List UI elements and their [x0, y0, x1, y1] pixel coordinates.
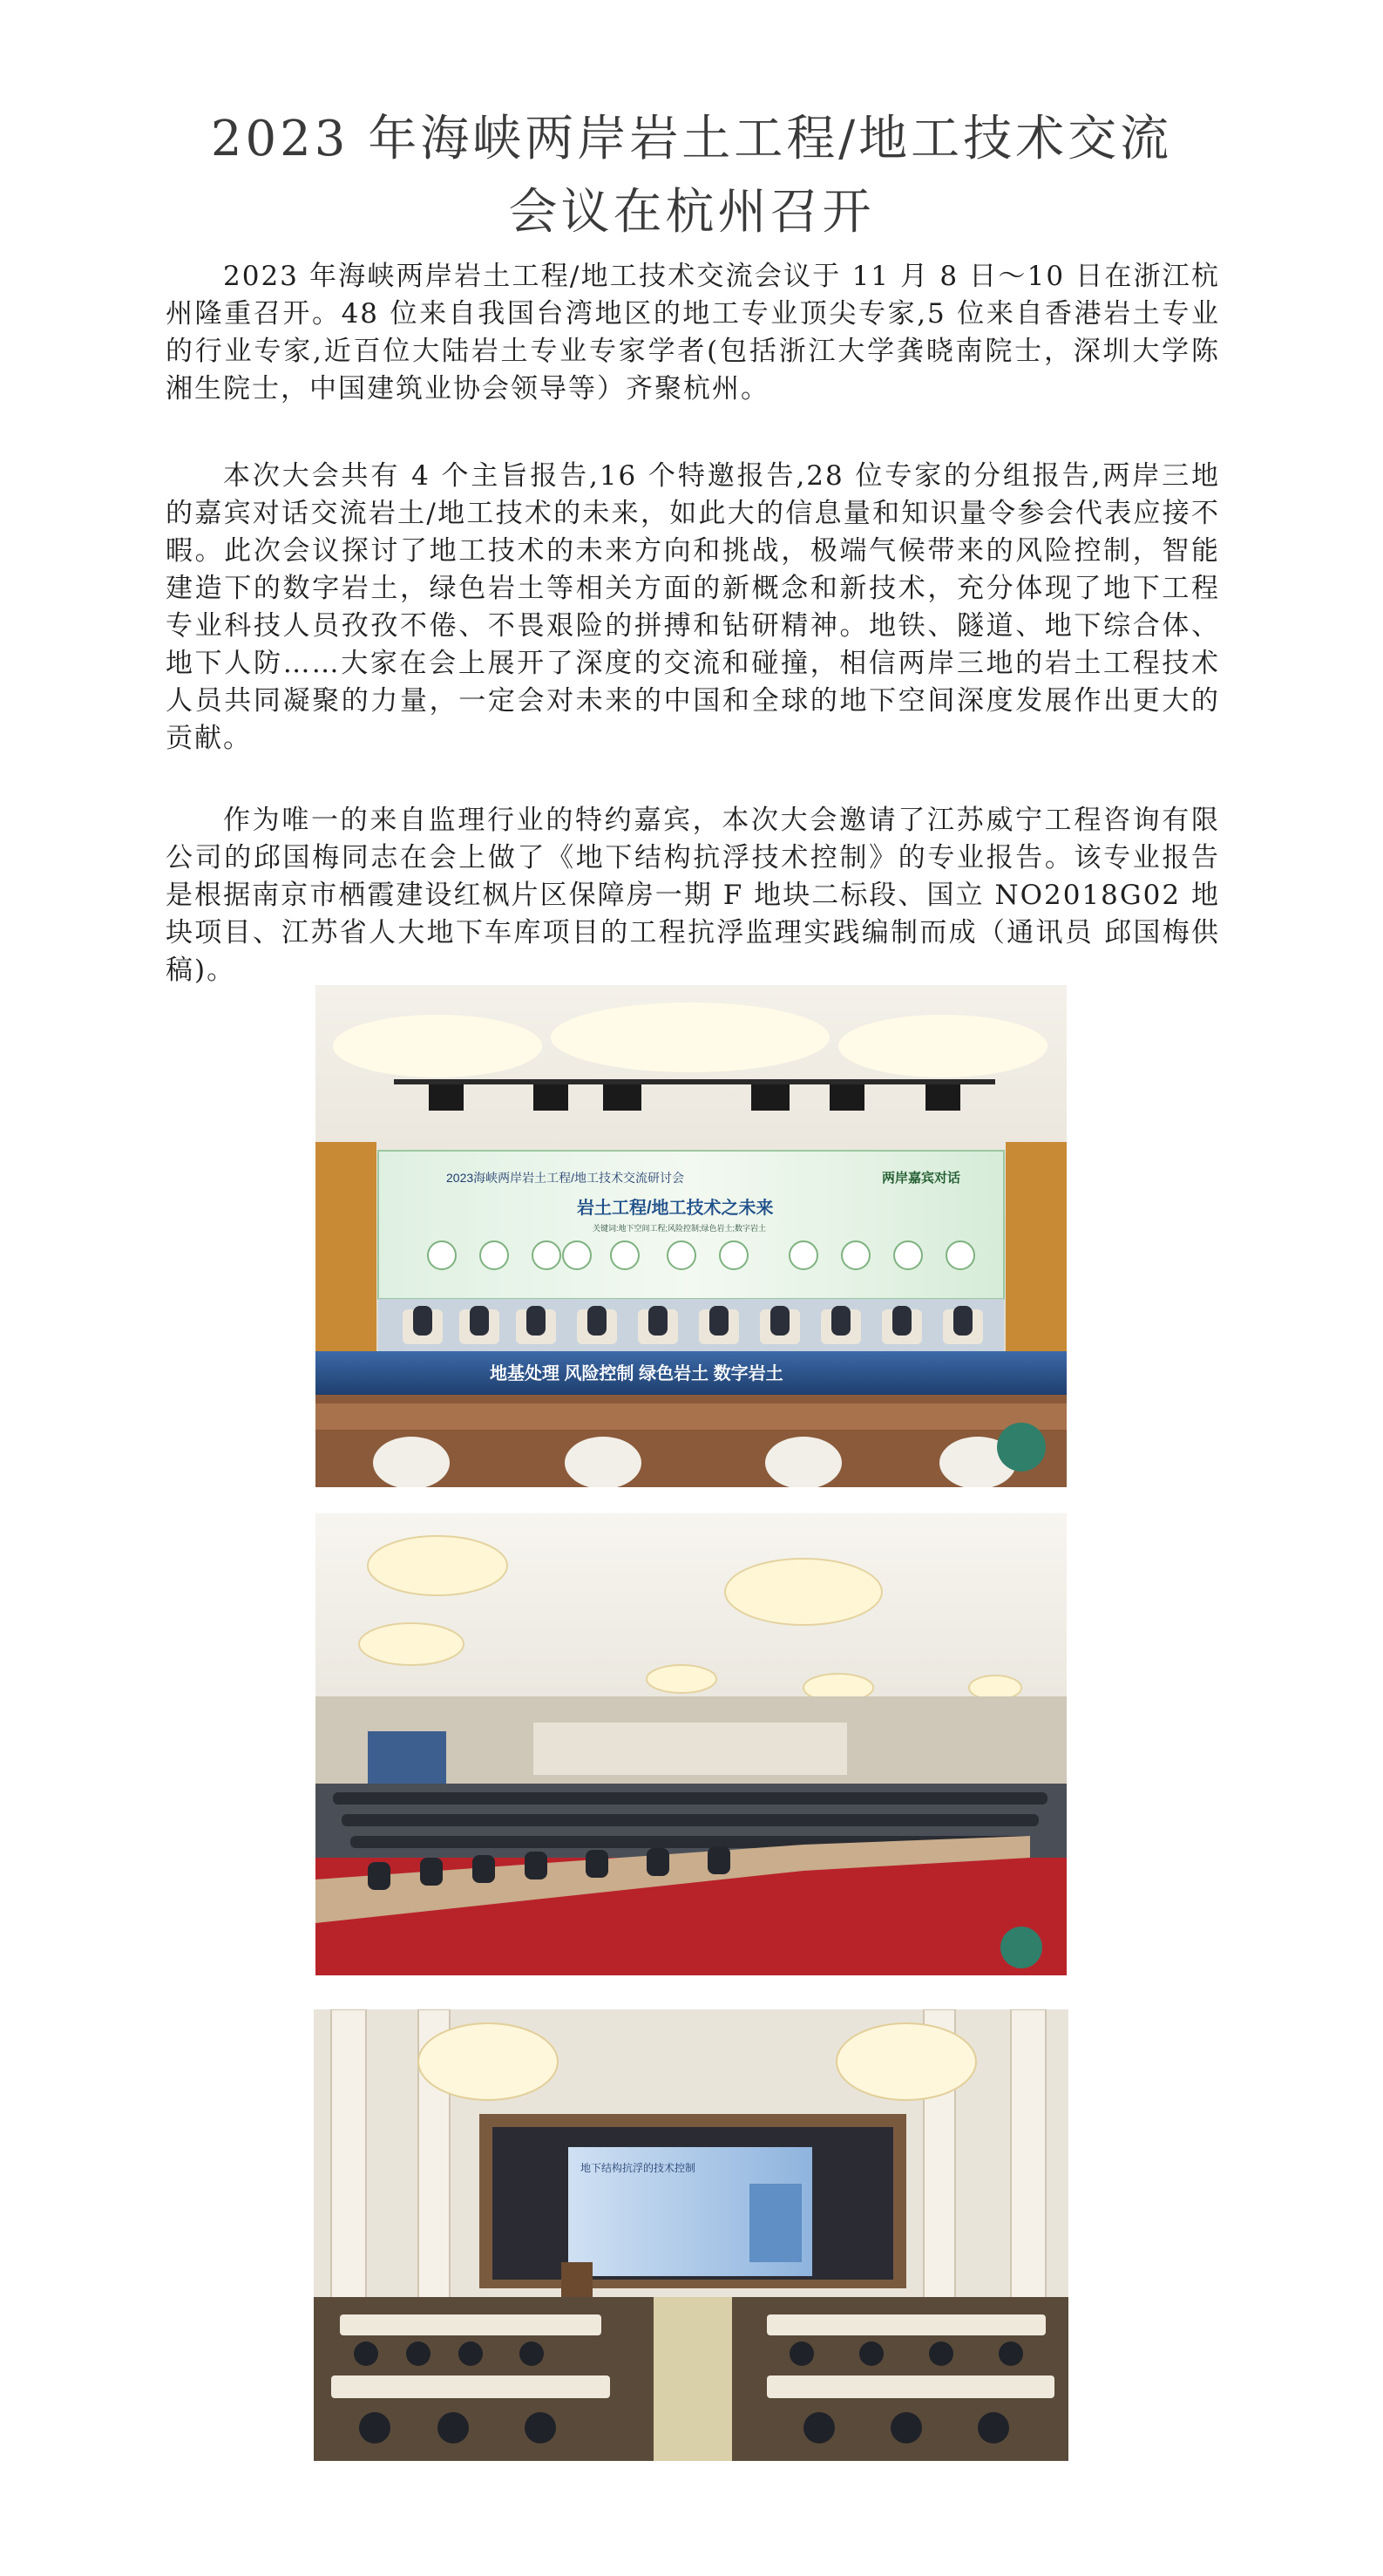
photo-stage-dialogue — [315, 985, 1067, 1487]
article-title — [131, 103, 1252, 249]
photo-conference-hall — [315, 1513, 1067, 1975]
photo-speaker-presentation — [314, 2009, 1068, 2461]
paragraph-intro: 2023 年海峡两岸岩土工程/地工技术交流会议于 11 月 8 日～10 日在浙江杭州隆重召开。48 位来自我国台湾地区的地工专业顶尖专家,5 位来自香港岩土专业的行业专家,近百位大陆岩土专业专家学者(包括浙江大学龚晓南院士，深圳大学陈湘生院士，中国建筑业协会领导等）齐聚杭州。 — [166, 261, 1220, 404]
title-line-1: 2023 年海峡两岸岩土工程/地工技术交流 — [210, 111, 1173, 167]
screen-title-text: 2023海峡两岸岩土工程/地工技术交流研讨会 — [446, 1171, 685, 1185]
photo-conference-hall-image — [315, 1513, 1067, 1975]
slide-title-text: 地下结构抗浮的技术控制 — [580, 2162, 696, 2174]
paragraph-agenda: 本次大会共有 4 个主旨报告,16 个特邀报告,28 位专家的分组报告,两岸三地的嘉宾对话交流岩土/地工技术的未来，如此大的信息量和知识量令参会代表应接不暇。此次会议探讨了地工技术的未来方向和挑战，极端气候带来的风险控制，智能建造下的数字岩土，绿色岩土等相关方面的新概念和新技术，充分体现了地下工程专业科技人员孜孜不倦、不畏艰险的拼搏和钻研精神。地铁、隧道、地下综合体、地下人防……大家在会上展开了深度的交流和碰撞，相信两岸三地的岩土工程技术人员共同凝聚的力量，一定会对未来的中国和全球的地下空间深度发展作出更大的贡献。 — [166, 460, 1220, 754]
photo-speaker-presentation-image — [314, 2009, 1068, 2461]
screen-tag-text: 两岸嘉宾对话 — [882, 1171, 961, 1186]
stage-front-text: 地基处理 风险控制 绿色岩土 数字岩土 — [490, 1364, 783, 1383]
paragraph-report: 作为唯一的来自监理行业的特约嘉宾，本次大会邀请了江苏威宁工程咨询有限公司的邱国梅同志在会上做了《地下结构抗浮技术控制》的专业报告。该专业报告是根据南京市栖霞建设红枫片区保障房一期 F 地块二标段、国立 NO2018G02 地块项目、江苏省人大地下车库项目的工程抗浮监理实践编制而成（通讯员 邱国梅供稿)。 — [166, 805, 1220, 986]
screen-subheading-text: 关键词:地下空间工程;风险控制;绿色岩土;数字岩土 — [593, 1224, 767, 1233]
screen-heading-text: 岩土工程/地工技术之未来 — [577, 1199, 774, 1218]
photo-stage-dialogue-image — [315, 985, 1067, 1487]
title-line-2: 会议在杭州召开 — [508, 184, 875, 241]
